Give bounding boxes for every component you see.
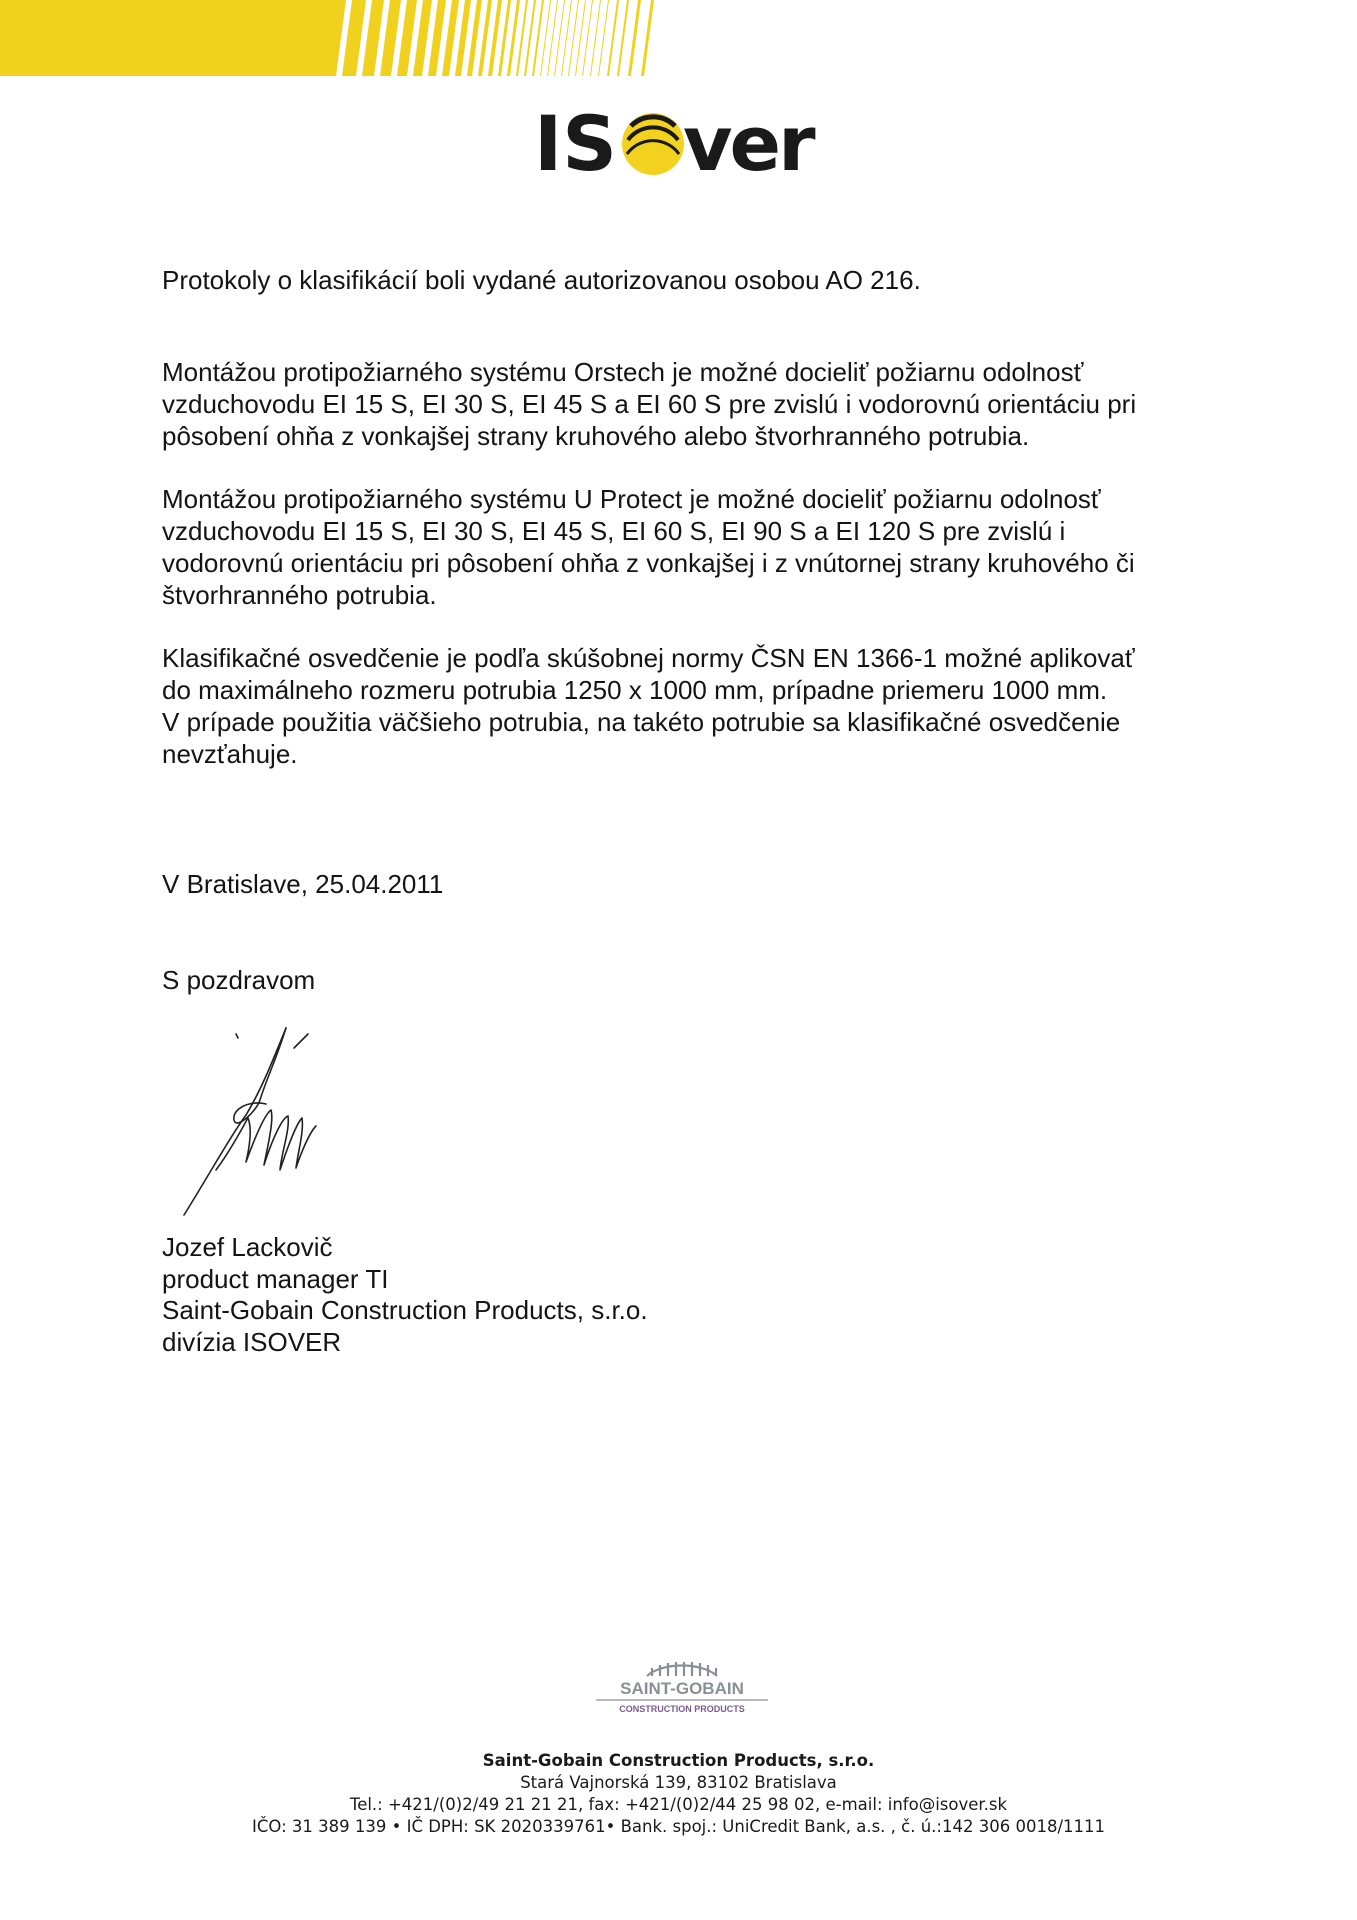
signatory-title: product manager TI [162,1263,389,1294]
isover-logo [528,104,828,184]
saint-gobain-logo [592,1654,772,1724]
svg-text:ver: ver [683,104,813,184]
footer-registry: IČO: 31 389 139 • IČ DPH: SK 2020339761• Bank. spoj.: UniCredit Bank, a.s. , č. ú.:142 306 0018/1111 [252,1817,1105,1836]
footer-address: Stará Vajnorská 139, 83102 Bratislava [520,1773,837,1792]
greeting: S pozdravom [162,965,316,995]
header-stripe-band [0,0,1357,76]
svg-text:SAINT-GOBAIN: SAINT-GOBAIN [620,1679,744,1698]
signatory-division: divízia ISOVER [162,1326,342,1357]
signatory-name: Jozef Lackovič [162,1232,333,1262]
intro-paragraph: Protokoly o klasifikácií boli vydané autorizovanou osobou AO 216. [162,265,921,295]
orstech-paragraph: Montážou protipožiarného systému Orstech je možné docieliť požiarnu odolnosť vzduchovodu EI 15 S, EI 30 S, EI 45 S a EI 60 S pre zvislú i vodorovnú orientáciu pri pôsobení ohňa z vonkajšej strany kruhového alebo štvorhranného potrubia. [162,357,1137,451]
svg-text:CONSTRUCTION PRODUCTS: CONSTRUCTION PRODUCTS [619,1704,745,1714]
letter-body [162,264,1222,770]
u-protect-paragraph: Montážou protipožiarného systému U Protect je možné docieliť požiarnu odolnosť vzduchovodu EI 15 S, EI 30 S, EI 45 S, EI 60 S, EI 90 S a EI 120 S pre zvislú i vodorovnú orientáciu pri pôsobení ohňa z vonkajšej i z vnútornej strany kruhového či štvorhranného potrubia. [162,484,1135,610]
signature-image [176,1020,376,1220]
footer [0,1750,1357,1838]
footer-company: Saint-Gobain Construction Products, s.r.o. [482,1751,875,1770]
signatory-company: Saint-Gobain Construction Products, s.r.o. [162,1295,648,1325]
svg-text:IS: IS [534,104,618,184]
place-date: V Bratislave, 25.04.2011 [162,869,444,899]
classification-paragraph: Klasifikačné osvedčenie je podľa skúšobnej normy ČSN EN 1366-1 možné aplikovať do maximálneho rozmeru potrubia 1250 x 1000 mm, prípadne priemeru 1000 mm. V prípade použitia väčšieho potrubia, na takéto potrubie sa klasifikačné osvedčenie nevzťahuje. [162,643,1135,769]
signatory-block [162,1232,648,1358]
footer-contact: Tel.: +421/(0)2/49 21 21 21, fax: +421/(0)2/44 25 98 02, e-mail: info@isover.sk [349,1795,1008,1814]
